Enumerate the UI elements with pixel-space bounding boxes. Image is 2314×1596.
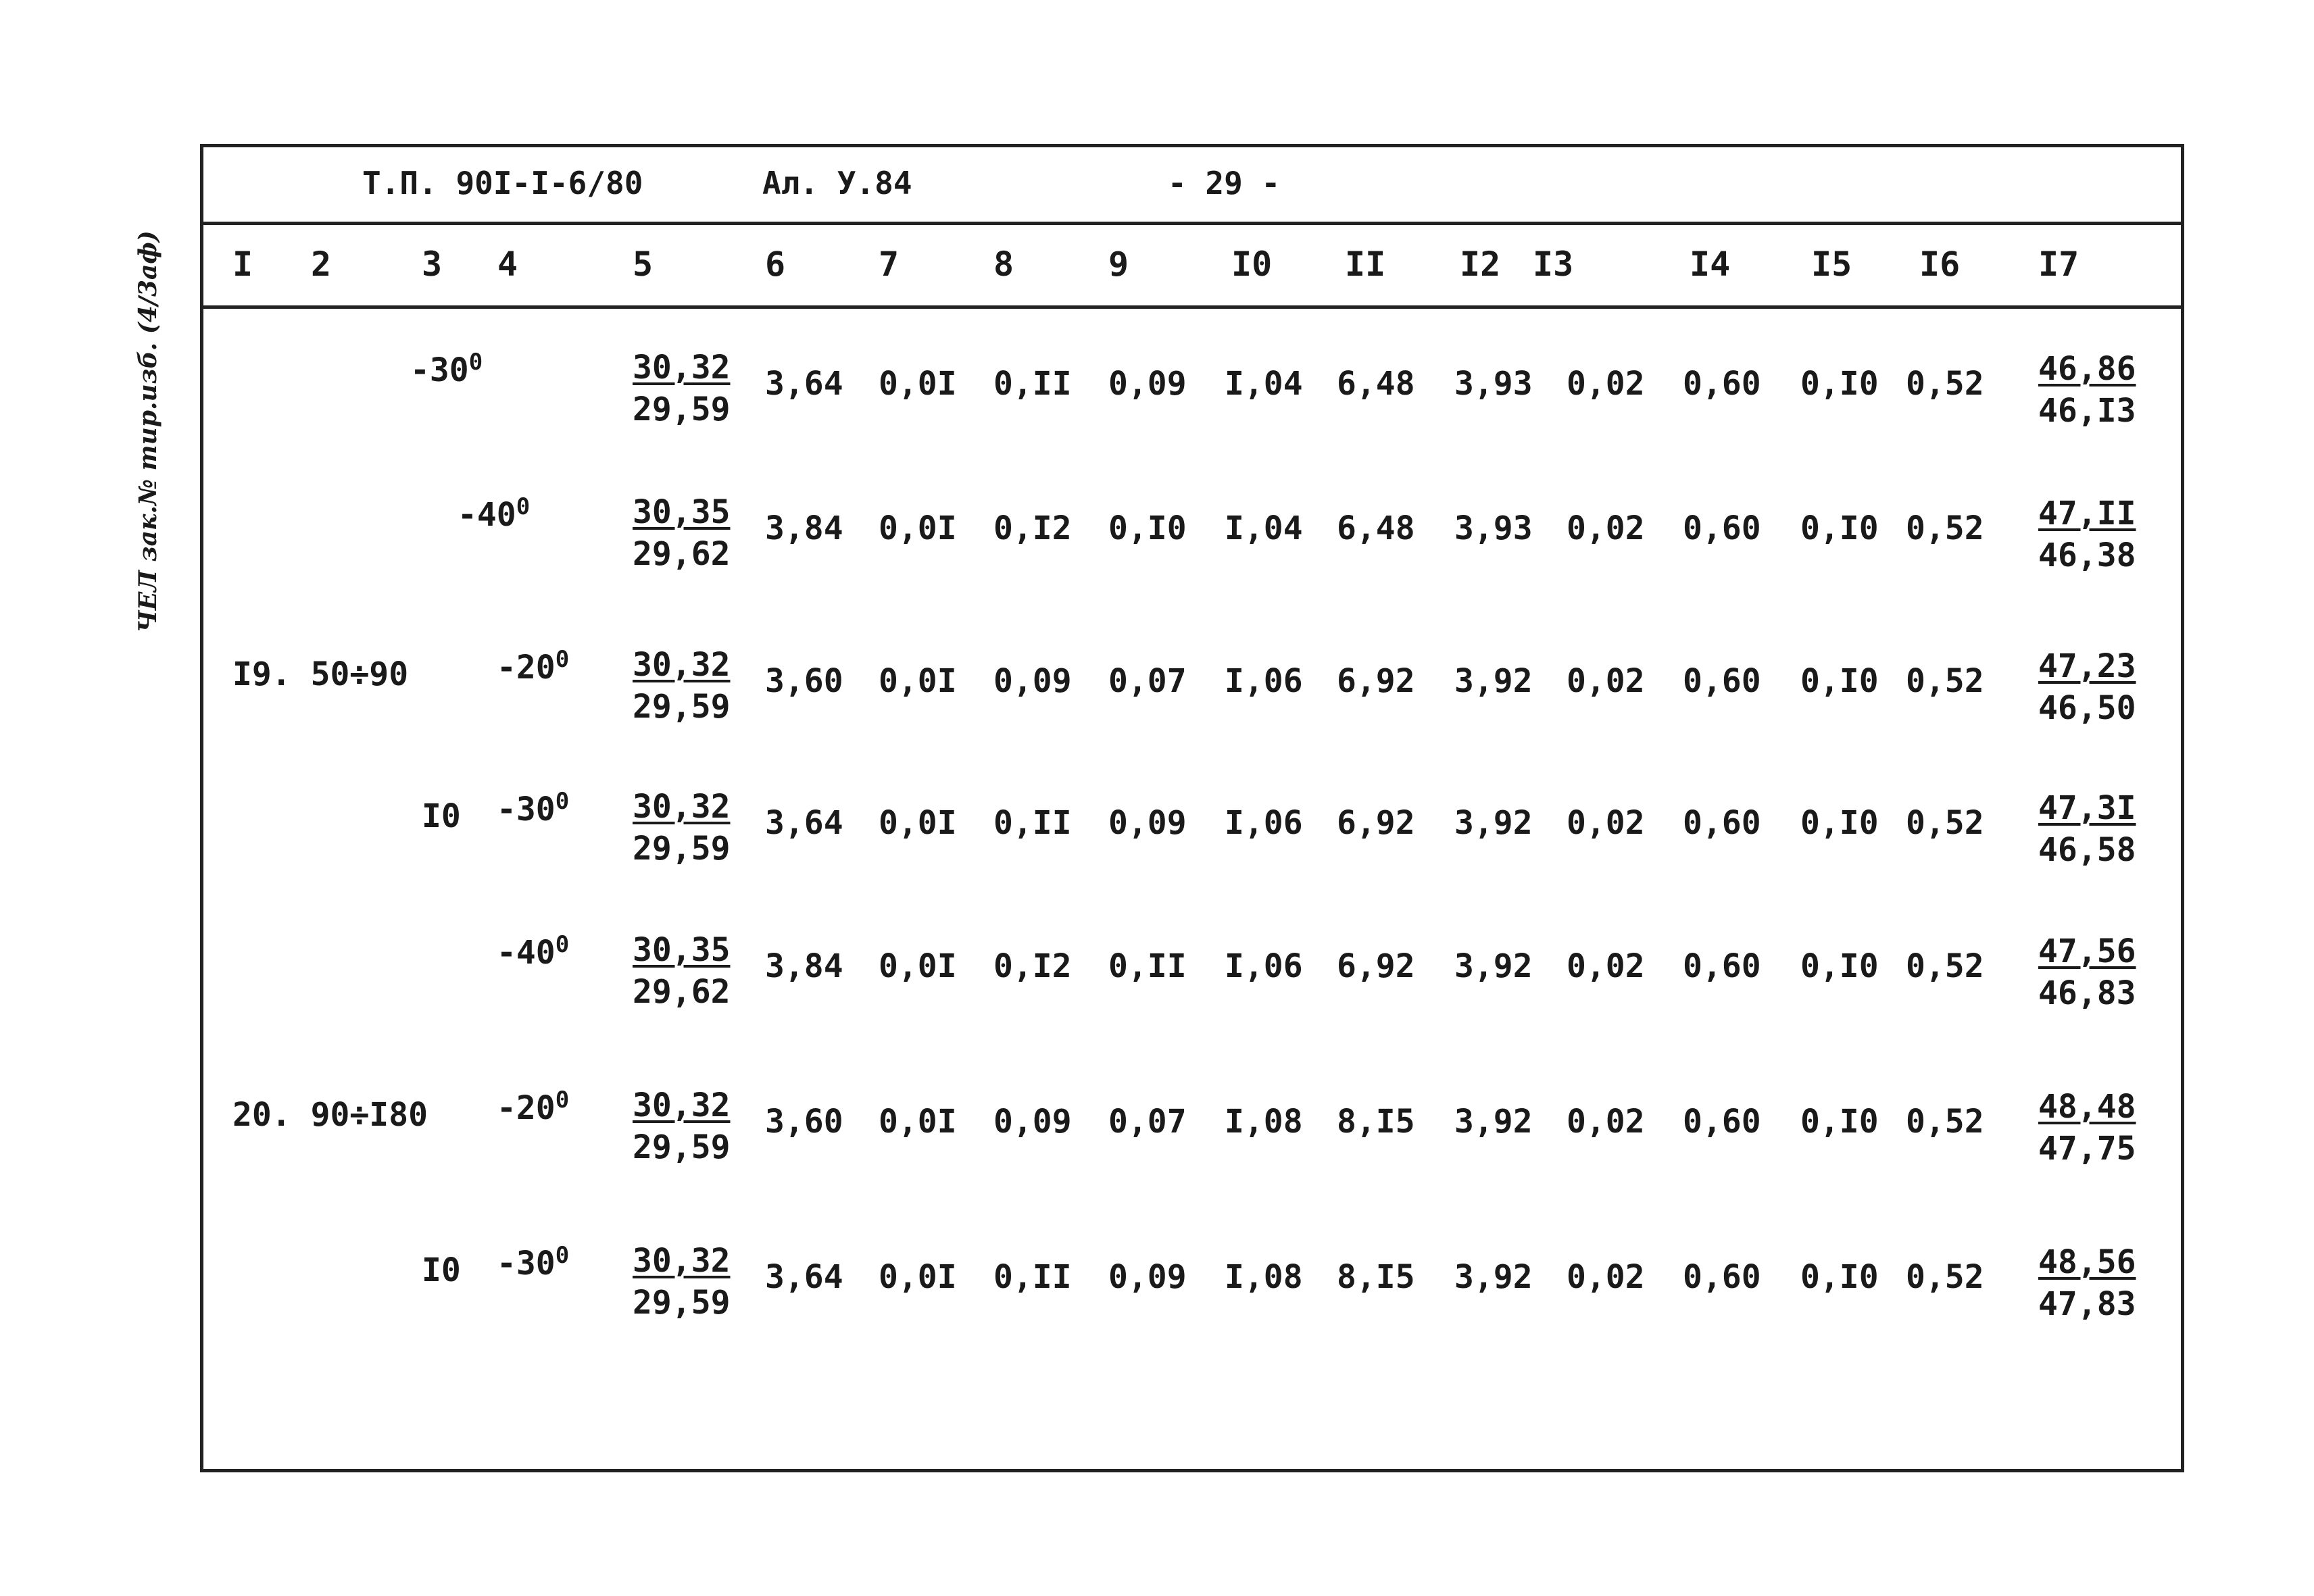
column-header-13: I3 — [1533, 245, 1574, 284]
degree-mark: 0 — [555, 788, 570, 815]
col5-denominator: 29,59 — [633, 688, 731, 726]
col17-denominator: 47,75 — [2038, 1130, 2136, 1168]
col5-numerator: 30,35 — [633, 931, 731, 969]
col5-numerator: 30,32 — [633, 349, 731, 386]
column-header-8: 8 — [993, 245, 1014, 284]
temperature-value: -30 — [410, 351, 469, 389]
column-header-divider — [200, 305, 2184, 309]
col5-numerator: 30,32 — [633, 1242, 731, 1280]
col17-fraction — [2038, 647, 2136, 727]
cell-col6: 3,84 — [765, 509, 843, 547]
cell-col12: 3,93 — [1454, 365, 1533, 403]
header-divider — [200, 222, 2184, 225]
col5-fraction — [633, 1242, 731, 1322]
cell-col6: 3,64 — [765, 365, 843, 403]
cell-col14: 0,60 — [1683, 947, 1761, 985]
temperature-cell — [497, 788, 570, 828]
cell-col12: 3,92 — [1454, 1258, 1533, 1296]
cell-col6: 3,60 — [765, 1103, 843, 1141]
col5-fraction — [633, 931, 731, 1011]
col17-numerator: 46,86 — [2038, 350, 2136, 388]
cell-col16: 0,52 — [1906, 1103, 1984, 1141]
col5-denominator: 29,59 — [633, 391, 731, 428]
temperature-value: -40 — [458, 496, 516, 534]
cell-col13: 0,02 — [1567, 1103, 1645, 1141]
col5-numerator: 30,35 — [633, 493, 731, 531]
col17-denominator: 47,83 — [2038, 1285, 2136, 1323]
cell-col15: 0,I0 — [1800, 1103, 1879, 1141]
cell-col8: 0,09 — [993, 1103, 1072, 1141]
temperature-value: -30 — [497, 791, 556, 828]
col17-denominator: 46,50 — [2038, 689, 2136, 727]
cell-col14: 0,60 — [1683, 365, 1761, 403]
degree-mark: 0 — [516, 493, 531, 520]
cell-col9: 0,07 — [1108, 662, 1187, 700]
col17-fraction — [2038, 932, 2136, 1012]
col17-numerator: 47,II — [2038, 495, 2136, 532]
document-code: Т.П. 90I-I-6/80 — [362, 165, 643, 201]
degree-mark: 0 — [468, 349, 483, 376]
cell-col13: 0,02 — [1567, 509, 1645, 547]
cell-col13: 0,02 — [1567, 947, 1645, 985]
row-sub-label: I0 — [422, 797, 461, 835]
column-header-5: 5 — [633, 245, 654, 284]
column-header-16: I6 — [1919, 245, 1961, 284]
cell-col13: 0,02 — [1567, 365, 1645, 403]
cell-col10: I,06 — [1225, 947, 1303, 985]
col17-denominator: 46,38 — [2038, 537, 2136, 574]
cell-col13: 0,02 — [1567, 804, 1645, 842]
cell-col12: 3,92 — [1454, 804, 1533, 842]
cell-col9: 0,09 — [1108, 1258, 1187, 1296]
cell-col15: 0,I0 — [1800, 365, 1879, 403]
cell-col14: 0,60 — [1683, 662, 1761, 700]
cell-col16: 0,52 — [1906, 662, 1984, 700]
column-header-11: II — [1345, 245, 1386, 284]
col5-denominator: 29,59 — [633, 1284, 731, 1322]
col5-fraction — [633, 788, 731, 868]
degree-mark: 0 — [555, 931, 570, 958]
column-header-10: I0 — [1231, 245, 1273, 284]
cell-col8: 0,09 — [993, 662, 1072, 700]
side-note — [108, 159, 216, 632]
cell-col6: 3,84 — [765, 947, 843, 985]
temperature-value: -20 — [497, 649, 556, 687]
cell-col13: 0,02 — [1567, 662, 1645, 700]
col5-denominator: 29,59 — [633, 830, 731, 868]
temperature-cell — [458, 493, 531, 534]
cell-col10: I,06 — [1225, 662, 1303, 700]
cell-col6: 3,64 — [765, 804, 843, 842]
temperature-cell — [497, 1089, 569, 1127]
cell-col14: 0,60 — [1683, 1258, 1761, 1296]
row-group-label: 20. 90÷I80 — [232, 1096, 428, 1134]
cell-col10: I,08 — [1225, 1258, 1303, 1296]
col5-numerator: 30,32 — [633, 646, 731, 684]
cell-col8: 0,I2 — [993, 947, 1072, 985]
temperature-cell — [497, 1242, 570, 1282]
cell-col16: 0,52 — [1906, 804, 1984, 842]
cell-col11: 6,48 — [1337, 365, 1415, 403]
cell-col14: 0,60 — [1683, 509, 1761, 547]
cell-col15: 0,I0 — [1800, 804, 1879, 842]
cell-col9: 0,II — [1108, 947, 1187, 985]
side-note-text: ЧЕЛ зак.№ тир.изб. (4/3аф) — [134, 230, 162, 632]
column-header-3: 3 — [422, 245, 443, 284]
col5-fraction — [633, 351, 731, 426]
column-header-2: 2 — [311, 245, 332, 284]
column-header-17: I7 — [2038, 245, 2079, 284]
cell-col16: 0,52 — [1906, 365, 1984, 403]
col5-denominator: 29,62 — [633, 973, 731, 1011]
column-header-14: I4 — [1690, 245, 1731, 284]
cell-col7: 0,0I — [879, 1103, 957, 1141]
cell-col12: 3,92 — [1454, 1103, 1533, 1141]
cell-col8: 0,II — [993, 1258, 1072, 1296]
col17-numerator: 48,48 — [2038, 1088, 2136, 1126]
column-header-7: 7 — [879, 245, 900, 284]
cell-col10: I,06 — [1225, 804, 1303, 842]
col5-fraction — [633, 493, 731, 573]
cell-col11: 6,92 — [1337, 662, 1415, 700]
temperature-value: -40 — [497, 934, 556, 972]
cell-col16: 0,52 — [1906, 1258, 1984, 1296]
column-header-12: I2 — [1460, 245, 1501, 284]
cell-col14: 0,60 — [1683, 1103, 1761, 1141]
column-header-4: 4 — [497, 245, 518, 284]
degree-mark: 0 — [555, 1242, 570, 1269]
col5-numerator: 30,32 — [633, 1087, 731, 1124]
col5-numerator: 30,32 — [633, 788, 731, 826]
cell-col7: 0,0I — [879, 947, 957, 985]
cell-col7: 0,0I — [879, 662, 957, 700]
col17-numerator: 47,3I — [2038, 789, 2136, 827]
cell-col15: 0,I0 — [1800, 662, 1879, 700]
cell-col10: I,04 — [1225, 509, 1303, 547]
temperature-value: -20 — [497, 1089, 556, 1127]
temperature-value: -30 — [497, 1245, 556, 1282]
degree-mark: 0 — [555, 646, 570, 673]
cell-col7: 0,0I — [879, 804, 957, 842]
col17-fraction — [2038, 789, 2136, 869]
temperature-cell — [410, 351, 483, 389]
cell-col10: I,08 — [1225, 1103, 1303, 1141]
row-group-label: I9. 50÷90 — [232, 655, 409, 693]
cell-col8: 0,I2 — [993, 509, 1072, 547]
col5-denominator: 29,59 — [633, 1128, 731, 1166]
cell-col12: 3,92 — [1454, 662, 1533, 700]
cell-col9: 0,09 — [1108, 365, 1187, 403]
cell-col9: 0,09 — [1108, 804, 1187, 842]
cell-col8: 0,II — [993, 804, 1072, 842]
cell-col9: 0,07 — [1108, 1103, 1187, 1141]
cell-col11: 8,I5 — [1337, 1258, 1415, 1296]
temperature-cell — [497, 646, 570, 687]
col17-numerator: 47,56 — [2038, 932, 2136, 970]
cell-col9: 0,I0 — [1108, 509, 1187, 547]
cell-col11: 6,48 — [1337, 509, 1415, 547]
cell-col7: 0,0I — [879, 509, 957, 547]
col17-fraction — [2038, 497, 2136, 572]
col17-fraction — [2038, 1243, 2136, 1323]
cell-col15: 0,I0 — [1800, 947, 1879, 985]
col17-denominator: 46,83 — [2038, 974, 2136, 1012]
degree-mark: 0 — [555, 1087, 570, 1114]
column-header-1: I — [232, 245, 253, 284]
temperature-cell — [497, 931, 570, 972]
cell-col7: 0,0I — [879, 1258, 957, 1296]
album-number: Ал. У.84 — [762, 165, 912, 201]
cell-col11: 6,92 — [1337, 947, 1415, 985]
column-header-9: 9 — [1108, 245, 1129, 284]
col5-denominator: 29,62 — [633, 535, 731, 573]
cell-col14: 0,60 — [1683, 804, 1761, 842]
col17-fraction — [2038, 1088, 2136, 1168]
col17-denominator: 46,58 — [2038, 831, 2136, 869]
cell-col11: 8,I5 — [1337, 1103, 1415, 1141]
col17-fraction — [2038, 350, 2136, 430]
col5-fraction — [633, 1089, 731, 1164]
cell-col12: 3,92 — [1454, 947, 1533, 985]
col5-fraction — [633, 646, 731, 726]
cell-col15: 0,I0 — [1800, 509, 1879, 547]
cell-col6: 3,60 — [765, 662, 843, 700]
col17-numerator: 48,56 — [2038, 1243, 2136, 1281]
cell-col12: 3,93 — [1454, 509, 1533, 547]
cell-col11: 6,92 — [1337, 804, 1415, 842]
cell-col6: 3,64 — [765, 1258, 843, 1296]
column-header-15: I5 — [1811, 245, 1852, 284]
cell-col8: 0,II — [993, 365, 1072, 403]
col17-numerator: 47,23 — [2038, 647, 2136, 685]
cell-col7: 0,0I — [879, 365, 957, 403]
cell-col15: 0,I0 — [1800, 1258, 1879, 1296]
cell-col13: 0,02 — [1567, 1258, 1645, 1296]
col17-denominator: 46,I3 — [2038, 392, 2136, 430]
column-header-6: 6 — [765, 245, 786, 284]
cell-col16: 0,52 — [1906, 947, 1984, 985]
page-number: - 29 - — [1168, 165, 1281, 201]
cell-col16: 0,52 — [1906, 509, 1984, 547]
row-sub-label: I0 — [422, 1251, 461, 1289]
cell-col10: I,04 — [1225, 365, 1303, 403]
